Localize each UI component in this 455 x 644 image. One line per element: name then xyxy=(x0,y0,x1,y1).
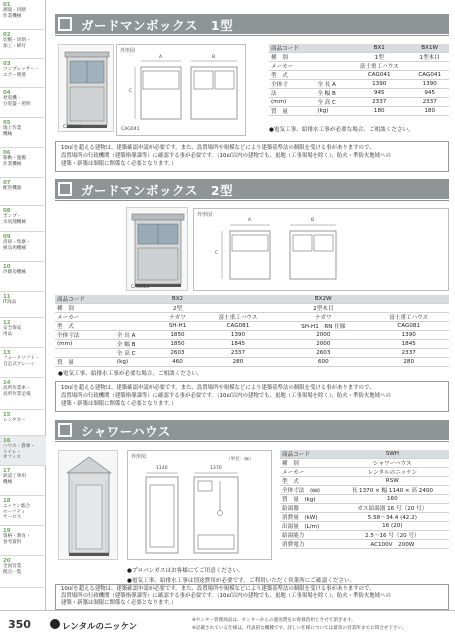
sidebar-item-05[interactable] xyxy=(0,118,46,148)
table-cell: 2337 xyxy=(368,349,449,358)
sidebar-item-number: 06 xyxy=(3,150,11,156)
table-cell: 全体寸法 (㎜) xyxy=(280,486,336,495)
product-photo-shower-house xyxy=(58,450,118,560)
spec-table-shower xyxy=(280,450,449,549)
sidebar-item-01[interactable] xyxy=(0,0,46,30)
table-row xyxy=(280,486,449,495)
sidebar-item-number: 19 xyxy=(3,528,11,534)
spec-table-1 xyxy=(269,44,449,116)
table-cell: 460 xyxy=(157,358,197,367)
table-cell xyxy=(315,62,348,71)
photo-caption: CAG041 xyxy=(63,125,82,130)
table-cell: 種 別 xyxy=(280,459,336,468)
table-cell: 945 xyxy=(348,89,410,98)
table-cell: 2603 xyxy=(157,349,197,358)
spec-table-2 xyxy=(55,295,449,367)
table-cell xyxy=(55,349,115,358)
product-photo-cag081 xyxy=(126,207,188,291)
sidebar-item-label: 冷暖房機械 xyxy=(3,270,26,275)
header-cell xyxy=(198,295,279,304)
sidebar-item-label: IT商品 xyxy=(3,300,17,305)
warning-line: 設置場所の行政機関（建築指導課等）に確認する事が必要です。（10㎡以内の建物でも、更地（工事現場を除く）、防火・準防火地域への xyxy=(61,593,391,600)
guard-box-1-image xyxy=(59,45,115,133)
table-cell: 2型 xyxy=(157,304,197,313)
sidebar-item-label: 全国営業 拠点一覧 xyxy=(3,564,22,575)
sidebar-item-15[interactable] xyxy=(0,410,46,436)
page-number: 350 xyxy=(8,618,31,631)
category-sidebar xyxy=(0,0,46,610)
table-cell: 出湯量 (L/m) xyxy=(280,522,336,531)
header-cell: 商品コード xyxy=(55,295,115,304)
warning-line: 建築・新築は制限に関係なく必要となります。） xyxy=(61,161,177,168)
table-cell: 2337 xyxy=(348,98,410,107)
sidebar-item-label: ポンプ・ 水処理機械 xyxy=(3,214,26,225)
header-cell: 商品コード xyxy=(269,44,315,53)
sidebar-item-label: 高所作業車・ 高所作業足場 xyxy=(3,386,31,397)
table-row xyxy=(280,495,449,504)
brand-logo-icon xyxy=(50,619,60,629)
dim-a: A xyxy=(248,218,252,223)
product-photo-cag041 xyxy=(58,44,114,132)
table-cell: 全 高 C xyxy=(315,98,348,107)
table-cell: 質 量 (kg) xyxy=(280,495,336,504)
sidebar-item-label: レンタカー xyxy=(3,418,26,423)
table-row xyxy=(55,331,449,340)
sidebar-item-06[interactable] xyxy=(0,148,46,178)
table-cell: 型 式 xyxy=(280,477,336,486)
table-cell: 945 xyxy=(410,89,449,98)
footer-note: ※センター管理商品は、センターからの運送費をお客様負担とさせて頂きます。 xyxy=(192,618,356,623)
sidebar-item-label: 地上作業 機械 xyxy=(3,126,22,137)
section-title: ガードマンボックス 2型 xyxy=(81,183,234,198)
sidebar-item-19[interactable] xyxy=(0,526,46,556)
sidebar-item-number: 11 xyxy=(3,294,11,300)
section-title: ガードマンボックス 1型 xyxy=(81,18,234,33)
note-propane: ●プロパンガスはお客様にてご用意ください。 xyxy=(127,568,244,574)
drawing-label: 外形図 xyxy=(131,454,147,460)
table-cell: ナガワ xyxy=(278,313,368,322)
table-row xyxy=(55,313,449,322)
table-cell: 全 長 A xyxy=(315,80,348,89)
footer-divider xyxy=(0,610,455,611)
outline-drawing-2 xyxy=(193,208,449,291)
sidebar-item-label: ニッケン総合 セーフティ サービス xyxy=(3,504,31,521)
sidebar-item-label: ハウス・倉庫・ トイレ・ オフィス xyxy=(3,444,36,461)
shower-drawing xyxy=(128,451,273,561)
table-cell: 質 量 xyxy=(55,358,115,367)
sidebar-item-18[interactable] xyxy=(0,496,46,526)
sidebar-item-12[interactable] xyxy=(0,318,46,348)
table-row xyxy=(269,62,449,71)
section-header-guardman-1 xyxy=(55,14,449,34)
table-row xyxy=(280,459,449,468)
table-header-row xyxy=(269,44,449,53)
table-cell: (mm) xyxy=(269,98,315,107)
table-cell: 2型木目 xyxy=(278,304,368,313)
table-cell: 160 xyxy=(336,495,449,504)
table-cell: メーカー xyxy=(269,62,315,71)
table-cell: 給湯器 xyxy=(280,504,336,513)
header-cell: BX1 xyxy=(348,44,410,53)
unit-label: （単位：㎜） xyxy=(226,457,254,462)
table-row xyxy=(280,513,449,522)
table-cell: 1型木目 xyxy=(410,53,449,62)
drawing-label: 外形図 xyxy=(120,48,136,54)
warning-line: 建築・新築は制限に関係なく必要となります。） xyxy=(61,401,177,408)
table-cell: ナガワ xyxy=(157,313,197,322)
table-cell: (kg) xyxy=(315,107,348,116)
table-cell: 2.5～16 号（20 号） xyxy=(336,531,449,540)
sidebar-item-label: 発電機・ 分電盤・照明 xyxy=(3,96,31,107)
building-warning-2 xyxy=(55,381,449,412)
table-cell: 種 別 xyxy=(55,304,115,313)
header-cell xyxy=(315,44,348,53)
warning-line: 10㎡を超える建物は、建築確認申請が必要です。また、設置場所や規模などにより建築基準法の制限を受ける事がありますので、 xyxy=(61,385,375,391)
table-cell: 2000 xyxy=(278,340,368,349)
sidebar-item-label: 測量・切断 作業機械 xyxy=(3,8,26,19)
warning-line: 設置場所の行政機関（建築指導課等）に確認する事が必要です。（10㎡以内の建物でも、更地（工事現場を除く）、防火・準防火地域への xyxy=(61,153,391,160)
table-cell: メーカー xyxy=(280,468,336,477)
table-cell: 富士重工ハウス xyxy=(198,313,279,322)
sidebar-item-number: 03 xyxy=(3,61,11,67)
table-cell: 1845 xyxy=(368,340,449,349)
dim-b: B xyxy=(212,55,216,60)
header-cell xyxy=(368,295,449,304)
header-cell: BX2W xyxy=(278,295,368,304)
table-row xyxy=(55,322,449,331)
table-cell: 2337 xyxy=(198,349,279,358)
table-cell: 280 xyxy=(198,358,279,367)
sidebar-item-label: コンプレッサー・ エアー関連 xyxy=(3,67,40,78)
table-row xyxy=(269,80,449,89)
sidebar-item-number: 08 xyxy=(3,208,11,214)
sidebar-item-number: 16 xyxy=(3,438,11,444)
sidebar-item-11[interactable] xyxy=(0,292,46,318)
warning-line: 10㎡を超える建物は、建築確認申請が必要です。また、設置場所や規模などにより建築基準法の制限を受ける事がありますので、 xyxy=(61,145,375,151)
dim-c: C xyxy=(129,89,133,94)
table-cell: 1390 xyxy=(368,331,449,340)
table-cell: 1390 xyxy=(410,80,449,89)
sidebar-item-label: 移動・運搬 作業機械 xyxy=(3,156,26,167)
table-cell: CAG041 xyxy=(410,71,449,80)
sidebar-item-08[interactable] xyxy=(0,206,46,232)
section-marker-icon xyxy=(55,14,75,34)
sidebar-item-16[interactable] xyxy=(0,436,46,466)
table-cell xyxy=(410,62,449,71)
table-cell: 給湯能力 xyxy=(280,531,336,540)
sidebar-item-number: 07 xyxy=(3,180,11,186)
sidebar-item-number: 17 xyxy=(3,468,11,474)
dim-a: A xyxy=(159,55,163,60)
dim-b: B xyxy=(311,218,315,223)
box-2-drawing xyxy=(194,209,450,292)
sidebar-item-number: 09 xyxy=(3,234,11,240)
sidebar-item-label: 資格・教育・ 参考資料 xyxy=(3,534,31,545)
table-cell: 型 式 xyxy=(269,71,315,80)
table-cell: レンタルのニッケン xyxy=(336,468,449,477)
table-row xyxy=(280,540,449,549)
table-cell: 1390 xyxy=(348,80,410,89)
table-cell: 1850 xyxy=(157,331,197,340)
sidebar-item-number: 02 xyxy=(3,32,11,38)
table-cell: 種 別 xyxy=(269,53,315,62)
sidebar-item-number: 13 xyxy=(3,350,11,356)
table-row xyxy=(269,53,449,62)
table-cell: 富士重工ハウス xyxy=(348,62,410,71)
table-cell: 全 幅 B xyxy=(115,340,157,349)
building-warning-3 xyxy=(55,584,449,610)
outline-drawing-shower xyxy=(127,450,272,560)
sidebar-item-17[interactable] xyxy=(0,466,46,496)
table-cell: 2000 xyxy=(278,331,368,340)
table-cell: CAG041 xyxy=(348,71,410,80)
section-marker-icon xyxy=(55,420,75,440)
header-cell: BX1W xyxy=(410,44,449,53)
table-cell: 全 幅 B xyxy=(315,89,348,98)
table-cell: AC100V 200W xyxy=(336,540,449,549)
table-cell: 2603 xyxy=(278,349,368,358)
sidebar-item-number: 18 xyxy=(3,498,11,504)
shower-house-image xyxy=(59,451,119,561)
table-row xyxy=(55,358,449,367)
header-cell: BX2 xyxy=(157,295,197,304)
table-cell: 1390 xyxy=(198,331,279,340)
sidebar-item-number: 10 xyxy=(3,264,11,270)
table-cell: 5.58～34.4 (42.2) xyxy=(336,513,449,522)
warning-line: 設置場所の行政機関（建築指導課等）に確認する事が必要です。（10㎡以内の建物でも、更地（工事現場を除く）、防火・準防火地域への xyxy=(61,393,391,400)
note-electric: ●電気工事、給排水工事が必要な場合、ご相談ください。 xyxy=(269,127,414,133)
section-header-shower-house xyxy=(55,420,449,440)
header-cell xyxy=(115,295,157,304)
section-header-guardman-2 xyxy=(55,179,449,199)
sidebar-item-20[interactable] xyxy=(0,556,46,588)
sidebar-item-02[interactable] xyxy=(0,30,46,59)
sidebar-item-10[interactable] xyxy=(0,262,46,292)
table-cell: 長 1370 × 幅 1140 × 高 2400 xyxy=(336,486,449,495)
drawing-label: 外形図 xyxy=(197,212,213,218)
sidebar-item-label: 安全保安 用品 xyxy=(3,326,22,337)
table-cell xyxy=(368,304,449,313)
table-cell xyxy=(115,304,157,313)
sidebar-item-number: 01 xyxy=(3,2,11,8)
table-cell xyxy=(315,53,348,62)
table-header-row xyxy=(280,450,449,459)
table-cell: 全 高 C xyxy=(115,349,157,358)
table-row xyxy=(269,71,449,80)
table-cell: 型 式 xyxy=(55,322,115,331)
table-cell: 法 xyxy=(269,89,315,98)
table-row xyxy=(269,107,449,116)
table-row xyxy=(55,349,449,358)
sidebar-item-label: 切断・切削・ 加工・締付 xyxy=(3,38,31,49)
sidebar-item-07[interactable] xyxy=(0,178,46,206)
table-cell: RSW xyxy=(336,477,449,486)
footer-note: ※記載されている仕様は、代表的な機種です。詳しい仕様については最寄の営業所までお問合せ下さい。 xyxy=(192,626,407,631)
sidebar-item-label: 配管機器 xyxy=(3,186,22,191)
table-cell: (mm) xyxy=(55,340,115,349)
table-cell: 富士重工ハウス xyxy=(368,313,449,322)
table-cell: CAG081 xyxy=(368,322,449,331)
table-cell: 全体寸法 xyxy=(55,331,115,340)
sidebar-item-number: 05 xyxy=(3,120,11,126)
building-warning-1 xyxy=(55,141,449,172)
note-construction: ●電気工事、給排水工事は別途費用が必要です。ご利用いただく営業所にご確認ください。 xyxy=(127,578,356,584)
section-marker-icon xyxy=(55,179,75,199)
table-cell: 600 xyxy=(278,358,368,367)
table-cell xyxy=(198,304,279,313)
box-1-drawing xyxy=(117,45,247,137)
sidebar-item-14[interactable] xyxy=(0,378,46,410)
outline-drawing-1 xyxy=(116,44,246,136)
note-electric: ●電気工事、給排水工事が必要な場合、ご相談ください。 xyxy=(58,371,203,377)
table-cell: 180 xyxy=(348,107,410,116)
table-cell: 全体寸 xyxy=(269,80,315,89)
table-row xyxy=(269,98,449,107)
sidebar-item-number: 14 xyxy=(3,380,11,386)
table-cell: 16 (20) xyxy=(336,522,449,531)
table-row xyxy=(280,531,449,540)
table-cell xyxy=(315,71,348,80)
table-cell: ガス給湯器 16 号（20 号） xyxy=(336,504,449,513)
table-cell: (kg) xyxy=(115,358,157,367)
section-title: シャワーハウス xyxy=(81,424,171,439)
sidebar-item-13[interactable] xyxy=(0,348,46,378)
table-cell: メーカー xyxy=(55,313,115,322)
table-cell: 消費電力 xyxy=(280,540,336,549)
sidebar-item-label: フォークリフト・ 自走式クレーン xyxy=(3,356,40,367)
warning-line: 10㎡を超える建物は、建築確認申請が必要です。また、設置場所や規模などにより建築基準法の制限を受ける事がありますので、 xyxy=(61,586,375,592)
table-row xyxy=(280,504,449,513)
table-cell: 質 量 xyxy=(269,107,315,116)
drawing-caption: CAG041 xyxy=(121,127,140,132)
table-cell: SH-H1 xyxy=(157,322,197,331)
brand-name: レンタルのニッケン xyxy=(62,622,138,632)
table-cell: CAG081 xyxy=(198,322,279,331)
sidebar-item-03[interactable] xyxy=(0,59,46,88)
table-cell: 280 xyxy=(368,358,449,367)
table-row xyxy=(280,522,449,531)
table-cell: 消費量 (kW) xyxy=(280,513,336,522)
sidebar-item-number: 04 xyxy=(3,90,11,96)
table-row xyxy=(269,89,449,98)
table-cell: シャワーハウス xyxy=(336,459,449,468)
table-cell: 1型 xyxy=(348,53,410,62)
sidebar-item-04[interactable] xyxy=(0,88,46,118)
sidebar-item-label: 鉄道工事用 機械 xyxy=(3,474,26,485)
table-row xyxy=(55,340,449,349)
table-cell xyxy=(115,322,157,331)
table-row xyxy=(280,477,449,486)
table-row xyxy=(280,468,449,477)
table-row xyxy=(55,304,449,313)
header-cell: SWH xyxy=(336,450,449,459)
header-cell: 商品コード xyxy=(280,450,336,459)
sidebar-item-label: 清掃・集塵・ 換気用機械 xyxy=(3,240,31,251)
table-cell: SH-H1 RN 仕様 xyxy=(278,322,368,331)
dim-length: 1370 xyxy=(210,466,222,471)
dim-c: C xyxy=(215,251,219,256)
dim-width: 1140 xyxy=(156,466,168,471)
photo-caption: CAG081 xyxy=(131,285,150,290)
table-header-row xyxy=(55,295,449,304)
table-cell: 2337 xyxy=(410,98,449,107)
table-cell: 180 xyxy=(410,107,449,116)
warning-line: 建築・新築は制限に関係なく必要となります。） xyxy=(61,600,177,607)
sidebar-item-number: 12 xyxy=(3,320,11,326)
guard-box-2-image xyxy=(127,208,189,292)
table-cell: 全 長 A xyxy=(115,331,157,340)
sidebar-item-number: 20 xyxy=(3,558,11,564)
table-cell xyxy=(115,313,157,322)
table-cell: 1850 xyxy=(157,340,197,349)
table-cell: 1845 xyxy=(198,340,279,349)
sidebar-item-09[interactable] xyxy=(0,232,46,262)
sidebar-item-number: 15 xyxy=(3,412,11,418)
